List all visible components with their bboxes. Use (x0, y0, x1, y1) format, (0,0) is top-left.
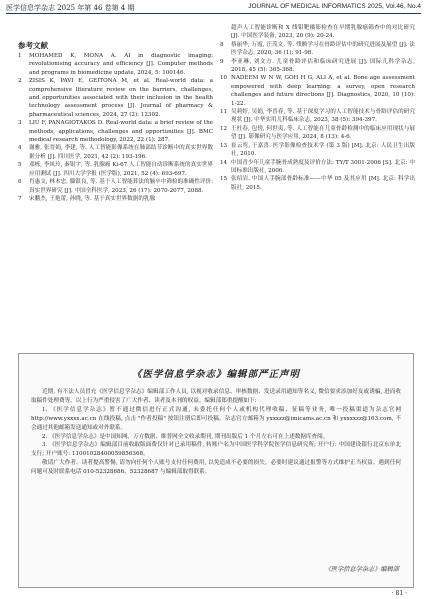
reference-number: 1 (18, 53, 22, 59)
reference-item (18, 144, 213, 161)
reference-number: 13 (220, 142, 228, 149)
reference-item (220, 74, 415, 108)
reference-text: ZISIS K, PAVI E, GEITONA M, et al. Real-world data: a comprehensive literature review on the barriers, challenges, and opportunities associated with their inclusion in the health technology assessment process [J]. Journal of pharmacy & pharmaceutical sciences, 2024, 27 (2): 12302. (29, 78, 213, 118)
reference-text: 宋鹏杰, 王艳蕾, 孙晓, 等. 基于真实世界数据的乳腺 (29, 195, 156, 202)
reference-text: 崔云鸾, 于嘉喜. 医学影像检查技术学 (第 3 版) [M]. 北京: 人民卫生出版社, 2010. (231, 142, 415, 158)
reference-number (220, 24, 231, 41)
reference-text: 李亚琳, 刘文方. 儿童骨龄评估和临床研究进展 [J]. 国际儿科学杂志, 2018, 45 (5): 365-368. (231, 58, 415, 74)
reference-text: 张绍岩. 中国人手腕部骨龄标准——中华 05 及其应用 [M]. 北京: 科学出版社, 2015. (231, 176, 415, 191)
reference-item (220, 41, 415, 58)
notice-body (31, 388, 401, 477)
notice-signature: 《医学信息学杂志》编辑部 (324, 566, 399, 573)
reference-number: 6 (18, 179, 22, 186)
reference-text: 谢雅, 张晋娟, 李建, 等. 人工智能影像系统在肺部结节诊断中的真实世界数据分析 [J]. 四川医学, 2021, 42 (2): 193-196. (29, 145, 213, 160)
reference-item (220, 108, 415, 125)
reference-item (220, 24, 415, 41)
reference-number: 8 (220, 41, 224, 48)
reference-text: 中国青少年儿童手腕骨成熟度及评价方法: TY/T 3001-2006 [S]. 北京: 中国标准出版社, 2006. (231, 159, 415, 174)
reference-item (18, 119, 213, 144)
references-left-column (18, 52, 213, 203)
reference-text: 蔡丽华, 万霞, 汪茂文, 等. 残额学习在骨龄评估中的研究进展及展望 [J]. 法医学杂志, 2020, 36 (1): 91-98. (231, 41, 415, 57)
editorial-notice-box (18, 353, 414, 588)
references-right-column (220, 24, 415, 192)
header-rule (6, 13, 421, 14)
notice-paragraph: 2. 《医学信息学杂志》是中国知网、万方数据、维普网全文收录期刊, 期刊出版后 1 个月左右可在上述数据库查阅。 (42, 433, 329, 440)
reference-number: 10 (220, 75, 228, 82)
notice-paragraph: 1. 《医学信息学杂志》暂不通过微信进行正式沟通, 未委托任何个人或机构代理收稿、征稿等业务, 唯一投稿渠道为杂志官网 http://www.yxxxx.ac.cn 在线投稿, 点击 "作者投稿" 按钮注册后即可投稿。杂志官方邮箱为 yxxxzz@imicams.ac.cn 和 yxxxxzz@163.com, 不会通过其他邮箱发送通知或对外联系。 (31, 406, 401, 431)
reference-number: 5 (18, 162, 22, 169)
notice-paragraph: 近期, 有不法人员冒充《医学信息学杂志》编辑部工作人员, 以视对收录信息、审核数据、发送录用通知等名义, 微信要求添加好友或诱骗, 进而收取稿件处理费等。以上行为严重侵害了广大作者、读者及本刊的权益。编辑部郑重提醒如下: (31, 389, 401, 404)
reference-item (18, 161, 213, 178)
notice-title: 《医学信息学杂志》编辑部严正声明 (131, 369, 300, 380)
reference-number: 11 (220, 109, 228, 116)
reference-number: 7 (18, 195, 22, 202)
reference-text: 王杜春, 包傍, 何世夷, 等. 人工智能在儿童骨龄检测中的临床应用现状与展望 [J]. 影像研究与医学应用, 2024, 8 (13): 4-6. (231, 125, 415, 141)
reference-item (220, 58, 415, 75)
reference-number: 14 (220, 159, 228, 166)
journal-header-cn: 医学信息学杂志 2025 年第 46 卷第 4 期 (6, 4, 135, 12)
references-heading: 参考文献 (18, 41, 48, 50)
reference-text: MOHAMED K, MONA A. AI in diagnostic imaging: revolutionising accuracy and efficiency [J]. Computer methods and programs in biomedicine update, 2024, 5: 100146. (29, 53, 213, 76)
reference-text: 邓栎, 李凤玲, 秦银宇, 等. 乳腺癌 Ki-67 人工智能自动诊断系统的真实世界应用测试 [J]. 四川大学学报 (医学版), 2021, 52 (4): 693-697. (29, 162, 213, 177)
reference-item (18, 178, 213, 195)
reference-item (220, 175, 415, 192)
reference-item (18, 195, 213, 203)
reference-item (220, 159, 415, 176)
reference-item (18, 77, 213, 119)
reference-number: 15 (220, 176, 228, 183)
reference-item (220, 125, 415, 142)
reference-number: 12 (220, 125, 228, 132)
notice-paragraph: 3. 《医学信息学杂志》编辑部目前收取版面费仅针对已录用稿件, 转账户名为中国医学科学院医学信息研究所; 开户行: 中国建设银行北京东单北支行; 开户账号: 11001028400059856368。 (31, 442, 401, 458)
reference-number: 4 (18, 145, 22, 152)
reference-text: NADEEM W N W, GOH H G, ALI A, et al. Bone age assessment empowered with deep learning: a survey, open research challenges and future directions [J]. Diagnostics, 2020, 10 (10): 1-22. (231, 75, 415, 107)
reference-text: 吴莉婷, 吴娟, 李晋春, 等. 基于深度学习的人工智能技术与骨龄评估的研究现状 [J]. 中华实用儿科临床杂志, 2023, 38 (5): 394-397. (231, 109, 415, 124)
journal-header-en: JOURNAL OF MEDICAL INFORMATICS 2025, Vol.46, No.4 (248, 3, 421, 10)
reference-text: 肖惠文, 林本忠, 滕银良, 等. 基于人工智能算法的脑卒中筛检的准确性评价: 真实世界研究 [J]. 中国全科医学, 2023, 26 (17): 2070-2077, 2088. (29, 179, 213, 194)
reference-number: 9 (220, 58, 224, 65)
reference-item (18, 52, 213, 77)
reference-number: 3 (18, 120, 22, 127)
page-number: · 81 · (391, 590, 407, 597)
reference-text: LIU F, PANAGIOTAKOS D. Real-world data: a brief review of the methods, applications, challenges and opportunities [J]. BMC medical research methodology, 2022, 22 (1): 287. (29, 120, 213, 144)
reference-text: 超声人工智能诊断和 X 线钼靶摄影检查在早期乳腺癌筛查中的对比研究 [J]. 中国医学装备, 2023, 20 (9): 20-24. (231, 25, 415, 40)
notice-paragraph: 敬请广大作者、读者提高警惕, 请勿向任何个人账号支付任何费用, 以免造成不必要的损失。必要时建议通过报警等方式维护正当权益。遇到任何问题可及时联系电话 010-52328686、52328687 与编辑部取得联系。 (31, 460, 401, 476)
reference-item (220, 142, 415, 159)
reference-number: 2 (18, 78, 22, 85)
running-header (0, 0, 427, 15)
